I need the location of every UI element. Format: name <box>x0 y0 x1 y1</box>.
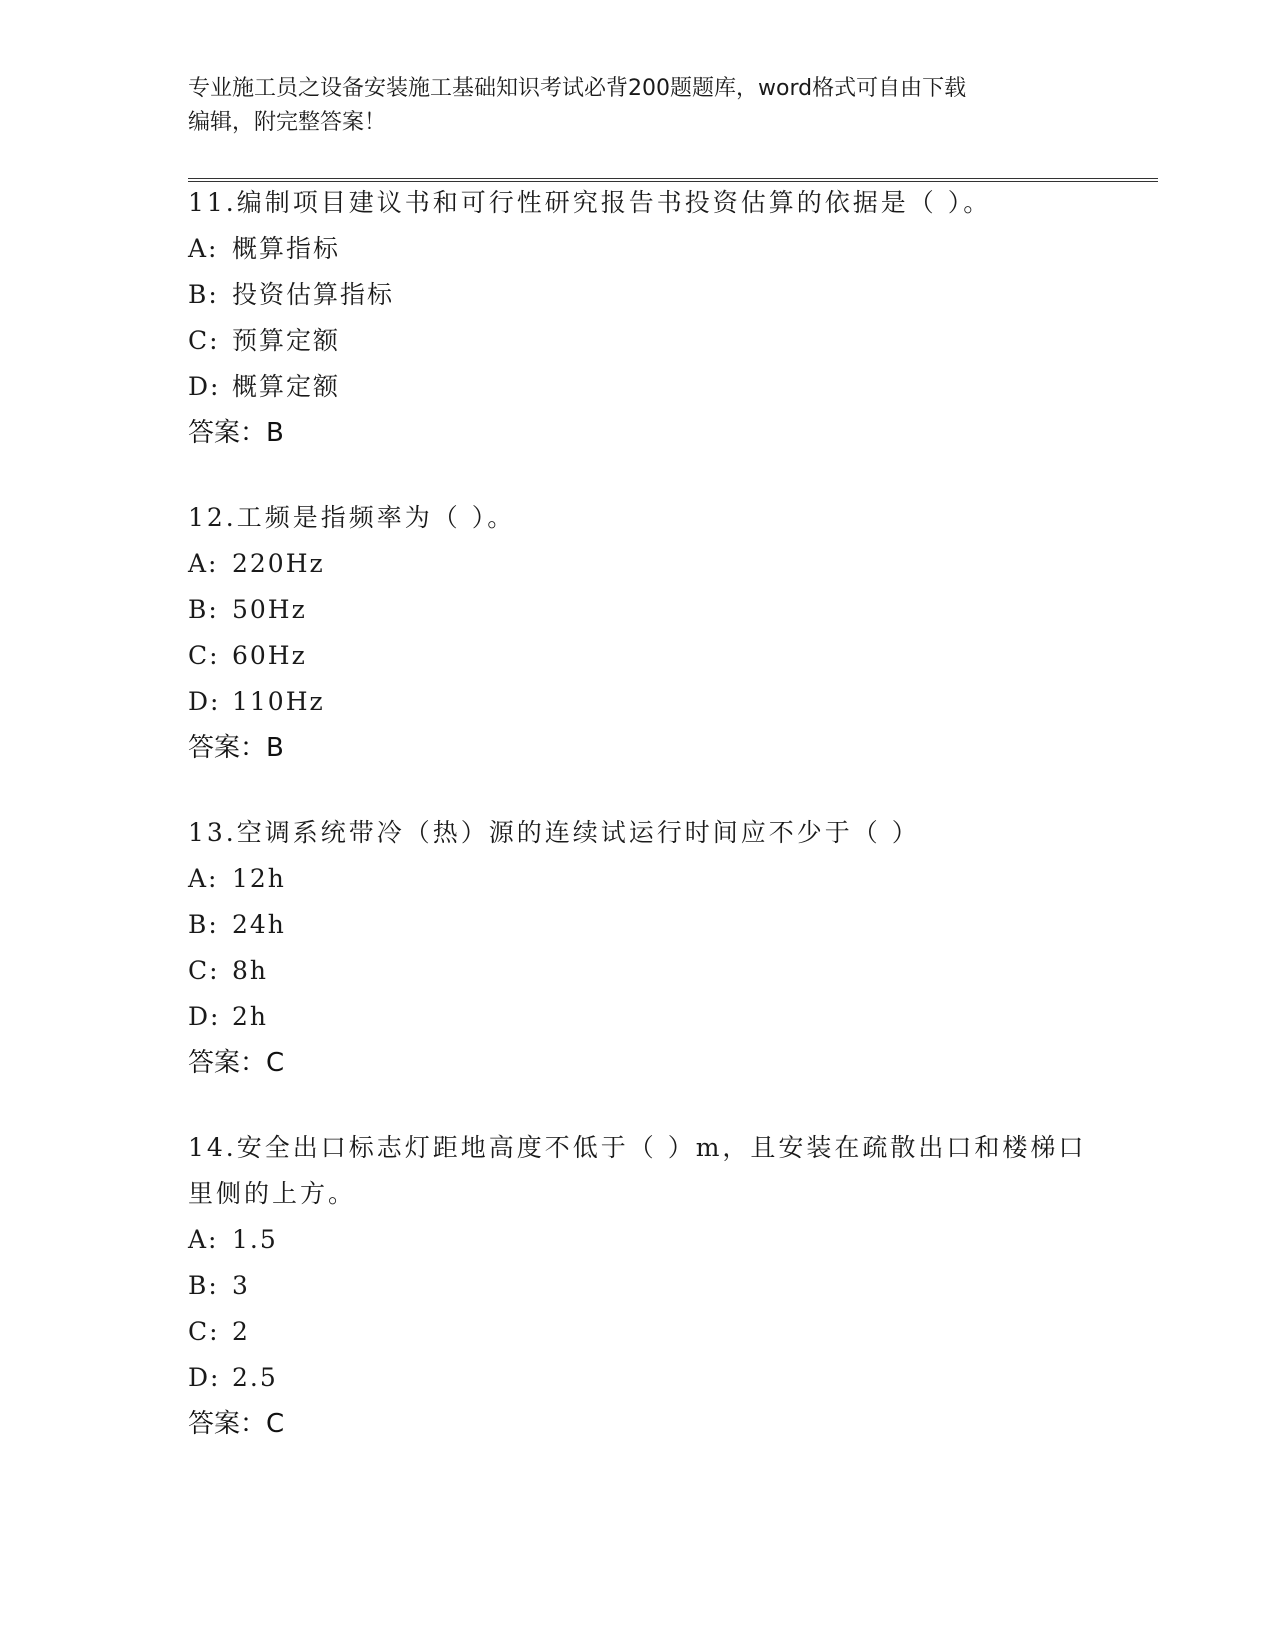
option-letter: B: <box>188 1271 219 1300</box>
option-letter: A: <box>188 549 219 578</box>
answer-label: 答案：C <box>188 1048 285 1078</box>
option-text: 投资估算指标 <box>232 280 395 309</box>
option-text: 2h <box>232 1002 269 1031</box>
option-text: 60Hz <box>232 641 307 670</box>
option-letter: B: <box>188 595 219 624</box>
option-b <box>188 1263 1088 1309</box>
option-text: 2.5 <box>232 1363 278 1392</box>
option-letter: D: <box>188 687 221 716</box>
option-a <box>188 1217 1088 1263</box>
option-a <box>188 541 1088 587</box>
document-header <box>188 72 1088 140</box>
option-text: 概算指标 <box>232 234 341 263</box>
option-letter: D: <box>188 372 221 401</box>
option-c <box>188 1309 1088 1355</box>
question-title: 11.编制项目建议书和可行性研究报告书投资估算的依据是（ ）。 <box>188 188 992 217</box>
option-letter: C: <box>188 1317 220 1346</box>
option-letter: A: <box>188 864 219 893</box>
option-text: 220Hz <box>232 549 325 578</box>
option-a <box>188 226 1088 272</box>
option-d <box>188 1355 1088 1401</box>
option-letter: D: <box>188 1002 221 1031</box>
option-c <box>188 948 1088 994</box>
header-line-2: 编辑，附完整答案！ <box>188 110 387 135</box>
question-11 <box>188 180 1088 456</box>
option-letter: B: <box>188 280 219 309</box>
option-b <box>188 272 1088 318</box>
option-letter: B: <box>188 910 219 939</box>
question-title: 12.工频是指频率为（ ）。 <box>188 503 516 532</box>
option-letter: A: <box>188 234 219 263</box>
question-14 <box>188 1125 1088 1447</box>
option-letter: C: <box>188 641 220 670</box>
option-letter: C: <box>188 956 220 985</box>
option-text: 12h <box>232 864 286 893</box>
question-title: 13.空调系统带冷（热）源的连续试运行时间应不少于（ ） <box>188 818 920 847</box>
option-text: 110Hz <box>232 687 325 716</box>
option-letter: A: <box>188 1225 219 1254</box>
question-title: 14.安全出口标志灯距地高度不低于（ ）m，且安装在疏散出口和楼梯口里侧的上方。 <box>188 1133 1087 1208</box>
option-text: 50Hz <box>232 595 307 624</box>
answer-label: 答案：B <box>188 733 284 763</box>
option-text: 预算定额 <box>232 326 341 355</box>
option-text: 24h <box>232 910 286 939</box>
question-12 <box>188 495 1088 771</box>
option-text: 3 <box>232 1271 250 1300</box>
option-text: 2 <box>232 1317 250 1346</box>
option-letter: D: <box>188 1363 221 1392</box>
option-d <box>188 994 1088 1040</box>
question-13 <box>188 810 1088 1086</box>
option-b <box>188 587 1088 633</box>
option-text: 1.5 <box>232 1225 278 1254</box>
option-text: 8h <box>232 956 269 985</box>
option-d <box>188 364 1088 410</box>
option-d <box>188 679 1088 725</box>
answer-label: 答案：C <box>188 1409 285 1439</box>
option-letter: C: <box>188 326 220 355</box>
option-c <box>188 318 1088 364</box>
option-c <box>188 633 1088 679</box>
answer-label: 答案：B <box>188 418 284 448</box>
option-text: 概算定额 <box>232 372 341 401</box>
header-line-1: 专业施工员之设备安装施工基础知识考试必背200题题库，word格式可自由下载 <box>188 76 967 101</box>
option-b <box>188 902 1088 948</box>
option-a <box>188 856 1088 902</box>
